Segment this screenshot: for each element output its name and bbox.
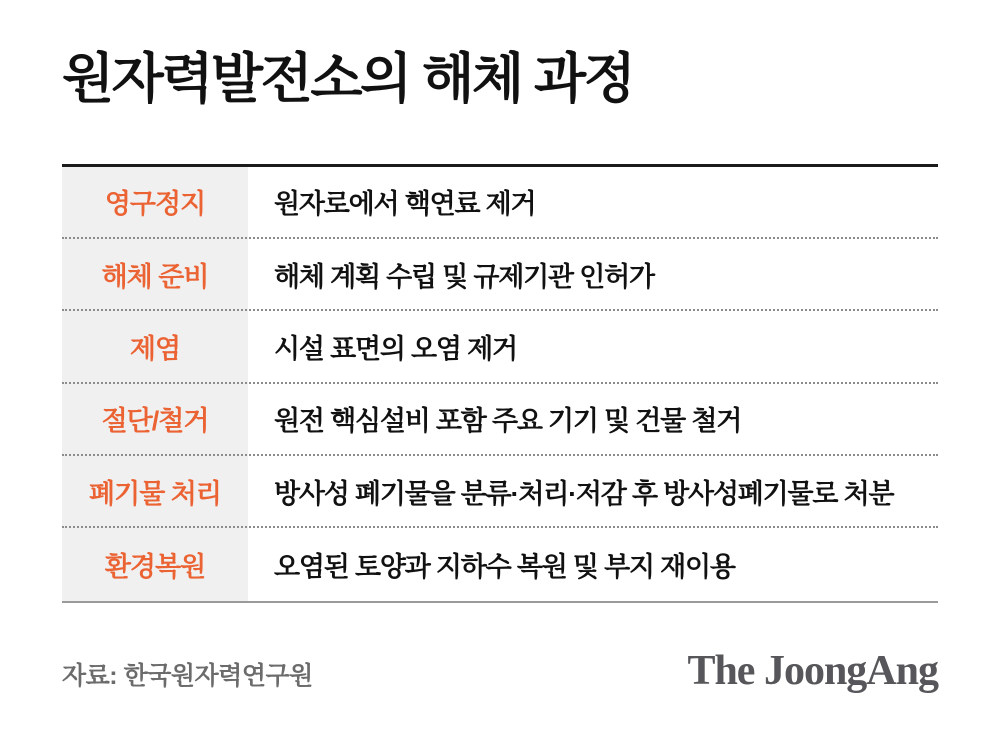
stage-description: 원자로에서 핵연료 제거 xyxy=(274,189,536,220)
source-credit: 자료: 한국원자력연구원 xyxy=(62,661,313,690)
stage-label: 절단/철거 xyxy=(101,406,209,437)
table-row xyxy=(62,167,938,239)
joongang-logo: The JoongAng xyxy=(687,647,938,694)
page-title: 원자력발전소의 해체 과정 xyxy=(62,49,634,109)
stage-description: 시설 표면의 오염 제거 xyxy=(274,333,517,364)
stage-label: 영구정지 xyxy=(104,189,206,220)
stage-description: 해체 계획 수립 및 규제기관 인허가 xyxy=(274,261,654,292)
stage-description: 방사성 폐기물을 분류·처리·저감 후 방사성폐기물로 처분 xyxy=(274,478,894,509)
stage-description: 원전 핵심설비 포함 주요 기기 및 건물 철거 xyxy=(274,406,742,437)
table-row xyxy=(62,528,938,600)
stage-label: 해체 준비 xyxy=(101,261,209,292)
stage-label: 환경복원 xyxy=(104,552,206,583)
table-row xyxy=(62,239,938,311)
table-row xyxy=(62,456,938,528)
stage-label: 폐기물 처리 xyxy=(89,478,221,509)
footer xyxy=(62,647,938,695)
table-row xyxy=(62,311,938,383)
stage-label: 제염 xyxy=(129,333,181,364)
table-row xyxy=(62,384,938,456)
process-table xyxy=(62,164,938,603)
stage-description: 오염된 토양과 지하수 복원 및 부지 재이용 xyxy=(274,552,735,583)
